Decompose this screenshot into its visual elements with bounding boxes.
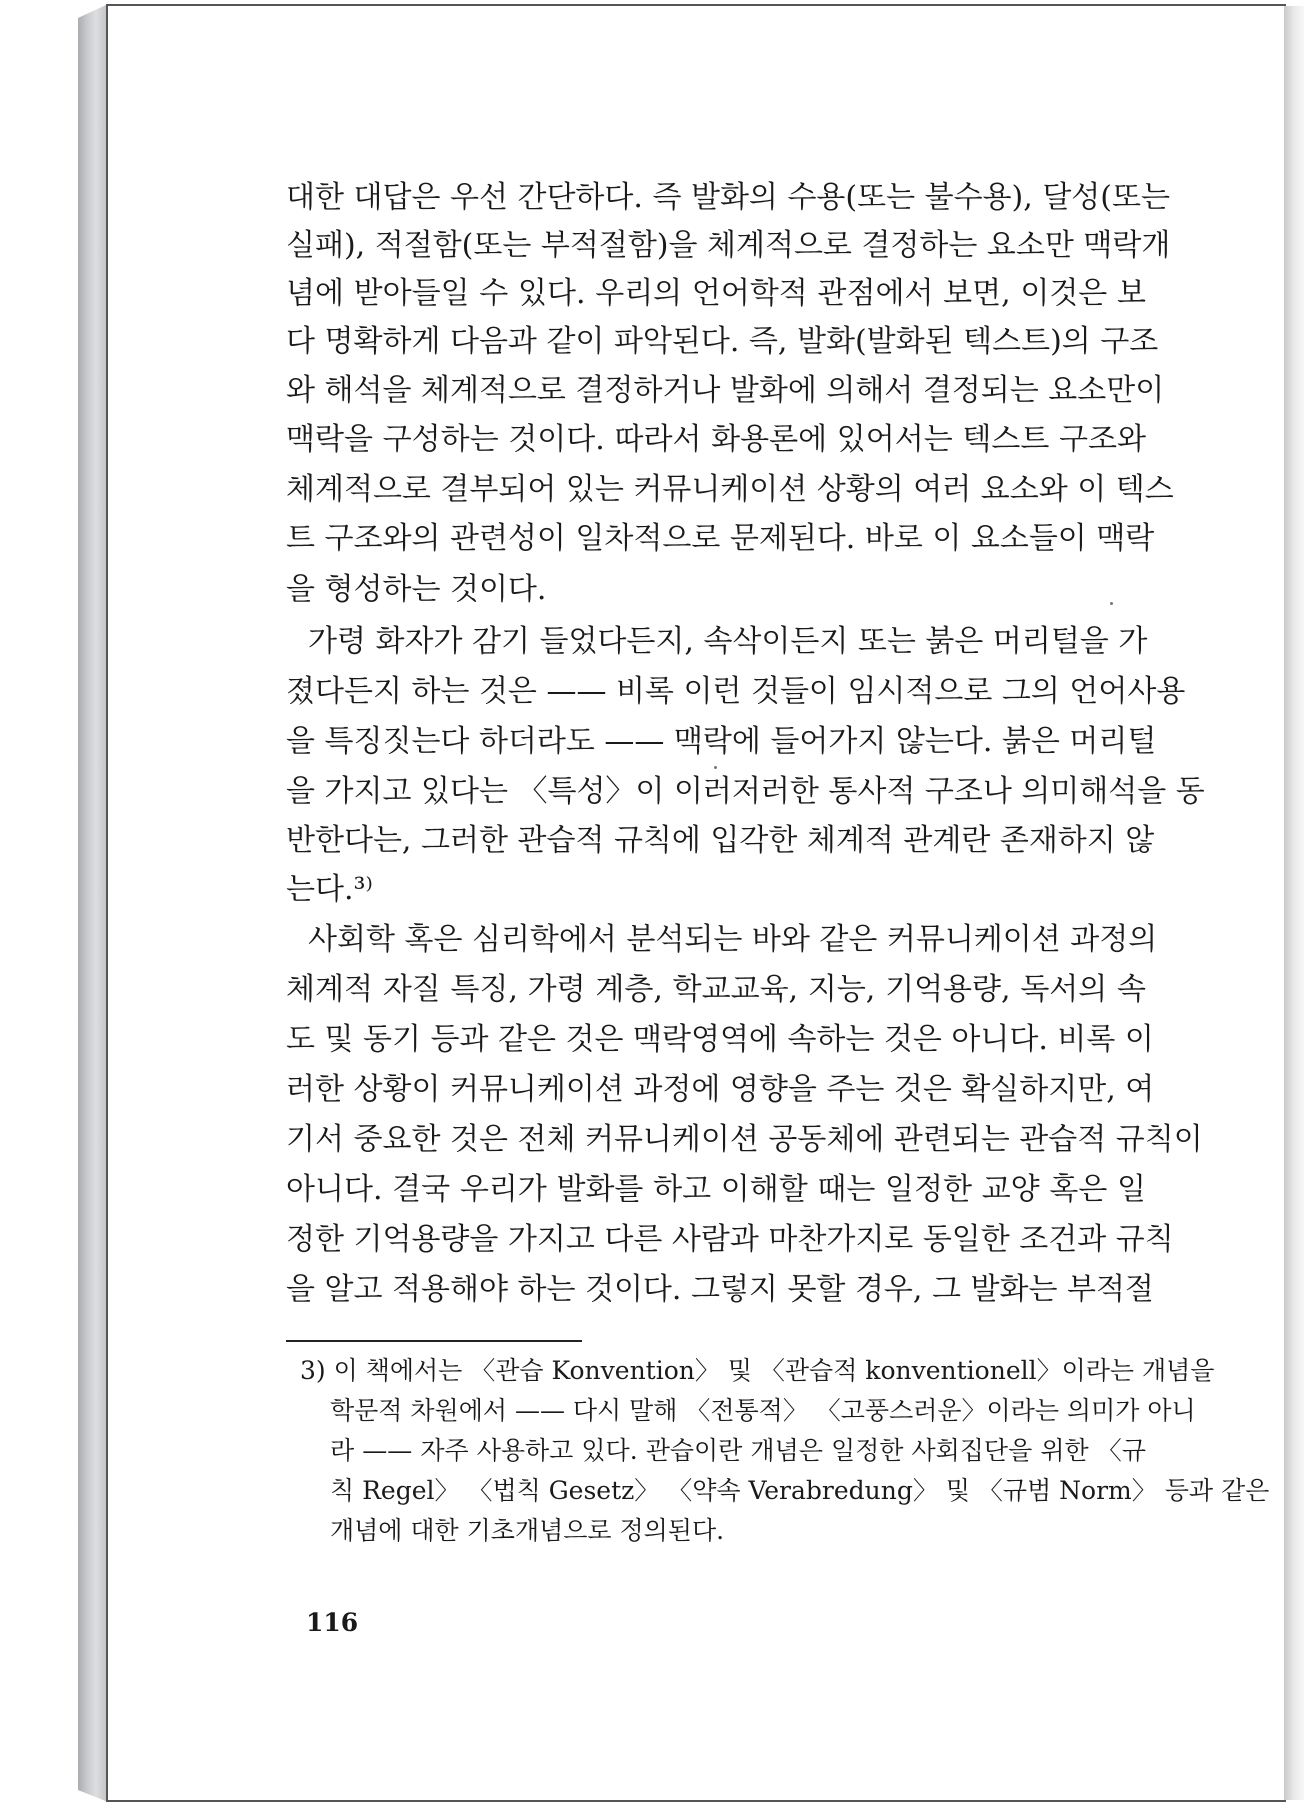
footnote-line: 학문적 차원에서 —— 다시 말해 〈전통적〉 〈고풍스러운〉이라는 의미가 아니 <box>330 1396 1196 1425</box>
body-text-line: 실패), 적절함(또는 부적절함)을 체계적으로 결정하는 요소만 맥락개 <box>286 228 1171 263</box>
body-text-line: 체계적으로 결부되어 있는 커뮤니케이션 상황의 여러 요소와 이 텍스 <box>286 472 1174 507</box>
page-number: 116 <box>306 1608 359 1637</box>
body-text-line: 반한다는, 그러한 관습적 규칙에 입각한 체계적 관계란 존재하지 않 <box>286 823 1155 858</box>
footnote-line: 개념에 대한 기초개념으로 정의된다. <box>330 1516 725 1545</box>
scan-speck <box>714 766 717 769</box>
body-text-line: 러한 상황이 커뮤니케이션 과정에 영향을 주는 것은 확실하지만, 여 <box>286 1072 1155 1107</box>
body-text-line: 아니다. 결국 우리가 발화를 하고 이해할 때는 일정한 교양 혹은 일 <box>286 1172 1146 1207</box>
body-text-line: 념에 받아들일 수 있다. 우리의 언어학적 관점에서 보면, 이것은 보 <box>286 276 1146 311</box>
body-text-line: 대한 대답은 우선 간단하다. 즉 발화의 수용(또는 불수용), 달성(또는 <box>286 180 1170 215</box>
body-text-line: 체계적 자질 특징, 가령 계층, 학교교육, 지능, 기억용량, 독서의 속 <box>286 972 1146 1007</box>
footnote-line: 3) 이 책에서는 〈관습 Konvention〉 및 〈관습적 konventionell〉이라는 개념을 <box>300 1356 1215 1385</box>
body-text-line: 기서 중요한 것은 전체 커뮤니케이션 공동체에 관련되는 관습적 규칙이 <box>286 1122 1203 1157</box>
body-text-line: 맥락을 구성하는 것이다. 따라서 화용론에 있어서는 텍스트 구조와 <box>286 422 1146 457</box>
book-spine <box>78 4 108 1802</box>
body-text-line: 도 및 동기 등과 같은 것은 맥락영역에 속하는 것은 아니다. 비록 이 <box>286 1022 1154 1057</box>
body-text-line: 사회학 혹은 심리학에서 분석되는 바와 같은 커뮤니케이션 과정의 <box>308 922 1158 957</box>
footnote-line: 칙 Regel〉 〈법칙 Gesetz〉 〈약속 Verabredung〉 및 〈규범 Norm〉 등과 같은 <box>330 1476 1270 1505</box>
body-text-line: 을 알고 적용해야 하는 것이다. 그렇지 못할 경우, 그 발화는 부적절 <box>286 1272 1154 1307</box>
body-text-line: 정한 기억용량을 가지고 다른 사람과 마찬가지로 동일한 조건과 규칙 <box>286 1222 1174 1257</box>
scan-speck <box>1110 602 1113 605</box>
body-text-line: 다 명확하게 다음과 같이 파악된다. 즉, 발화(발화된 텍스트)의 구조 <box>286 324 1159 359</box>
body-text-line: 을 특징짓는다 하더라도 —— 맥락에 들어가지 않는다. 붉은 머리털 <box>286 724 1157 759</box>
body-text-line: 가령 화자가 감기 들었다든지, 속삭이든지 또는 붉은 머리털을 가 <box>308 624 1148 659</box>
page-edge-shadow <box>1284 6 1304 1800</box>
footnote-line: 라 —— 자주 사용하고 있다. 관습이란 개념은 일정한 사회집단을 위한 〈규 <box>330 1436 1146 1465</box>
body-text-line: 트 구조와의 관련성이 일차적으로 문제된다. 바로 이 요소들이 맥락 <box>286 521 1155 556</box>
body-text-line: 을 가지고 있다는 〈특성〉이 이러저러한 통사적 구조나 의미해석을 동 <box>286 774 1205 809</box>
body-text-line: 졌다든지 하는 것은 —— 비록 이런 것들이 임시적으로 그의 언어사용 <box>286 674 1186 709</box>
footnote-divider <box>286 1340 582 1342</box>
body-text-line: 을 형성하는 것이다. <box>286 572 547 607</box>
body-text-line: 는다.³⁾ <box>286 872 373 907</box>
body-text-line: 와 해석을 체계적으로 결정하거나 발화에 의해서 결정되는 요소만이 <box>286 373 1165 408</box>
